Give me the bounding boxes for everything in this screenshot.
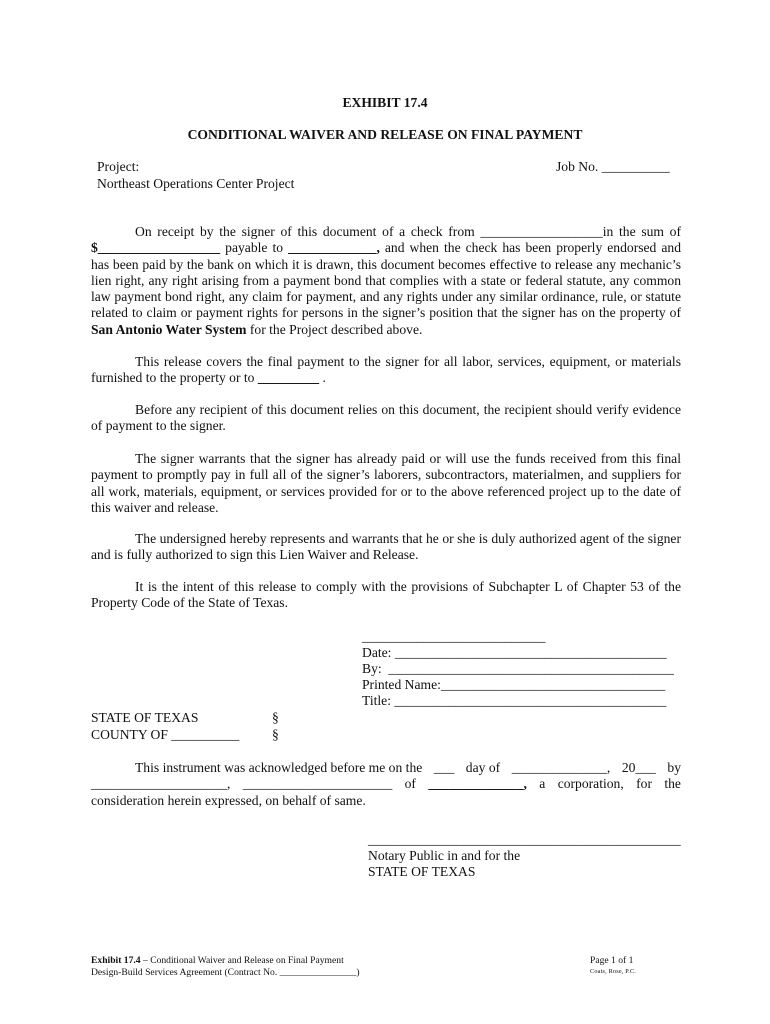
ack-text: a (539, 776, 546, 791)
p1-end: for the Project described above. (246, 321, 423, 337)
footer-firm: Coats, Rose, P.C. (590, 968, 637, 975)
ack-text: corporation, (557, 776, 624, 791)
footer-agreement: Design-Build Services Agreement (Contract No. ________________) (91, 967, 360, 978)
ack-text: day of (465, 760, 501, 775)
ack-year-blank: 20___ (621, 760, 656, 775)
notary-state: STATE OF TEXAS (368, 864, 476, 879)
p2-blank: _________ (257, 370, 320, 386)
p1-line1: On receipt by the signer of this document of a check from __________________in the sum of (135, 224, 681, 239)
ack-name-blank: ____________________, (91, 776, 231, 791)
owner-name: San Antonio Water System (91, 321, 247, 337)
ack-text: the (664, 776, 681, 791)
paragraph-authorized: The undersigned hereby represents and warrants that he or she is duly authorized agent of the signer and is fully authorized to sign this Lien Waiver and Release. (91, 531, 681, 563)
notary-label: Notary Public in and for the (368, 848, 521, 863)
ack-text: for (636, 776, 652, 791)
ack-text: by (667, 760, 681, 775)
footer-exhibit-title: – Conditional Waiver and Release on Final Payment (140, 955, 344, 966)
printed-name-field: Printed Name:_________________________________ (362, 677, 666, 692)
venue-county: COUNTY OF __________ (91, 727, 240, 742)
footer-exhibit (91, 955, 344, 966)
ack-company-blank: ______________, (428, 776, 527, 791)
ack-title-blank: ______________________ (242, 776, 393, 791)
ack-line-2 (91, 776, 681, 792)
ack-day-blank: ___ (433, 760, 455, 775)
job-number: Job No. __________ (556, 159, 670, 174)
p1-dollar: $ (91, 240, 98, 256)
p1-body: and when the check has been properly endorsed and has been paid by the bank on which it is drawn, this document becomes effective to release any mechanic’s lien right, any right arising from a payment bond that complies with a state or federal statute, any common law payment bond right, any claim for payment, and any rights under any similar ordinance, rule, or statute related to claim or payment rights for persons in the signer’s position that the signer has on the property of (91, 240, 681, 321)
p2-end: . (319, 370, 326, 386)
paragraph-release-covers (91, 354, 681, 387)
paragraph-receipt (91, 224, 681, 338)
ack-text: This instrument was acknowledged before me on the (135, 760, 423, 775)
ack-month-blank: ______________, (511, 760, 611, 775)
document-title: CONDITIONAL WAIVER AND RELEASE ON FINAL PAYMENT (187, 127, 583, 142)
footer-exhibit-number: Exhibit 17.4 (91, 955, 141, 966)
p2-text: This release covers the final payment to the signer for all labor, services, equipment, or materials furnished to the property or to (91, 354, 681, 386)
ack-text: of (404, 776, 416, 791)
project-label: Project: (97, 159, 140, 174)
notary-signature-line: ______________________________________________ (368, 832, 681, 847)
title-field: Title: ________________________________________ (362, 693, 667, 708)
project-name: Northeast Operations Center Project (97, 176, 295, 191)
paragraph-verify: Before any recipient of this document relies on this document, the recipient should verify evidence of payment to the signer. (91, 402, 681, 434)
section-symbol: § (272, 710, 279, 725)
venue-state: STATE OF TEXAS (91, 710, 199, 725)
paragraph-intent: It is the intent of this release to comply with the provisions of Subchapter L of Chapter 53 of the Property Code of the State of Texas. (91, 579, 681, 611)
section-symbol: § (272, 727, 279, 742)
p1-sum-blank: __________________ (97, 240, 221, 256)
p1-payable: payable to (220, 240, 289, 256)
p1-payee-blank: _____________, (288, 240, 380, 256)
date-field: Date: ________________________________________ (362, 645, 667, 660)
exhibit-title: EXHIBIT 17.4 (342, 95, 428, 110)
paragraph-warrants: The signer warrants that the signer has already paid or will use the funds received from this final payment to promptly pay in full all of the signer’s laborers, subcontractors, materialmen, and suppliers for all work, materials, equipment, or services provided for or to the above referenced project up to the date of this waiver and release. (91, 451, 681, 515)
ack-line-3: consideration herein expressed, on behalf of same. (91, 793, 366, 808)
by-field: By: __________________________________________ (362, 661, 674, 676)
ack-line-1 (135, 760, 681, 776)
footer-page-number: Page 1 of 1 (590, 955, 634, 966)
signature-line: ___________________________ (362, 629, 546, 644)
